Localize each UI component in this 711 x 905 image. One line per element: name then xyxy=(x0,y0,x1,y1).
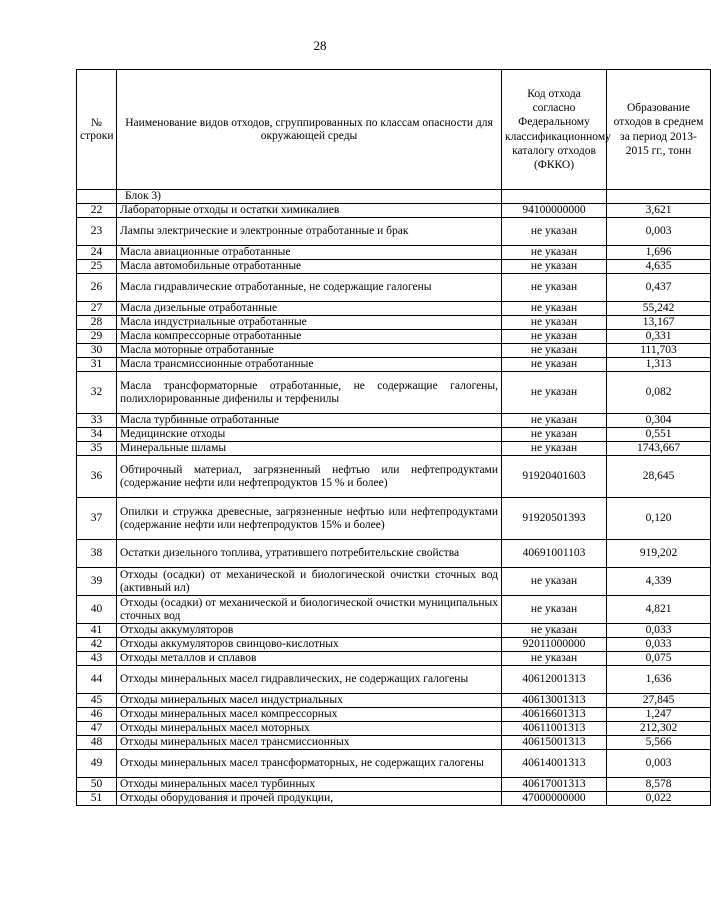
row-number: 28 xyxy=(77,316,117,330)
waste-amount: 1,247 xyxy=(607,708,711,722)
table-row xyxy=(77,750,711,778)
fkko-code: 40617001313 xyxy=(502,778,607,792)
row-number: 35 xyxy=(77,442,117,456)
fkko-code: 40611001313 xyxy=(502,722,607,736)
table-row xyxy=(77,792,711,806)
row-number: 49 xyxy=(77,750,117,778)
waste-name: Отходы минеральных масел индустриальных xyxy=(117,694,502,708)
row-number: 25 xyxy=(77,260,117,274)
row-number: 38 xyxy=(77,540,117,568)
table-row xyxy=(77,596,711,624)
table-row xyxy=(77,722,711,736)
fkko-code: не указан xyxy=(502,568,607,596)
table-row xyxy=(77,624,711,638)
waste-amount: 0,033 xyxy=(607,624,711,638)
fkko-code: не указан xyxy=(502,624,607,638)
waste-name: Масла компрессорные отработанные xyxy=(117,330,502,344)
table-row xyxy=(77,708,711,722)
waste-amount: 0,437 xyxy=(607,274,711,302)
table-row xyxy=(77,414,711,428)
table-row xyxy=(77,428,711,442)
row-number: 39 xyxy=(77,568,117,596)
waste-name: Отходы минеральных масел трансформаторных, не содержащих галогены xyxy=(117,750,502,778)
fkko-code: не указан xyxy=(502,218,607,246)
waste-amount: 28,645 xyxy=(607,456,711,498)
waste-amount: 0,304 xyxy=(607,414,711,428)
fkko-code: 47000000000 xyxy=(502,792,607,806)
table-row xyxy=(77,778,711,792)
waste-name: Масла моторные отработанные xyxy=(117,344,502,358)
row-number: 43 xyxy=(77,652,117,666)
fkko-code: 94100000000 xyxy=(502,204,607,218)
row-number: 37 xyxy=(77,498,117,540)
waste-name: Масла дизельные отработанные xyxy=(117,302,502,316)
row-number: 29 xyxy=(77,330,117,344)
waste-amount: 5,566 xyxy=(607,736,711,750)
waste-name: Отходы оборудования и прочей продукции, xyxy=(117,792,502,806)
fkko-code: 40614001313 xyxy=(502,750,607,778)
row-number: 33 xyxy=(77,414,117,428)
fkko-code: не указан xyxy=(502,330,607,344)
table-row xyxy=(77,330,711,344)
waste-amount: 0,082 xyxy=(607,372,711,414)
waste-name: Отходы (осадки) от механической и биологической очистки сточных вод (активный ил) xyxy=(117,568,502,596)
table-row xyxy=(77,540,711,568)
waste-amount: 0,022 xyxy=(607,792,711,806)
table-row xyxy=(77,498,711,540)
fkko-code: не указан xyxy=(502,596,607,624)
waste-name: Отходы аккумуляторов свинцово-кислотных xyxy=(117,638,502,652)
waste-name: Опилки и стружка древесные, загрязненные нефтью или нефтепродуктами (содержание нефти или нефтепродуктов 15% и более) xyxy=(117,498,502,540)
fkko-code: не указан xyxy=(502,414,607,428)
table-row xyxy=(77,666,711,694)
row-number: 42 xyxy=(77,638,117,652)
fkko-code: не указан xyxy=(502,316,607,330)
fkko-code: 92011000000 xyxy=(502,638,607,652)
fkko-code: 91920501393 xyxy=(502,498,607,540)
waste-name: Отходы минеральных масел компрессорных xyxy=(117,708,502,722)
row-number: 36 xyxy=(77,456,117,498)
block-label: Блок 3) xyxy=(117,190,502,204)
waste-name: Масла гидравлические отработанные, не содержащие галогены xyxy=(117,274,502,302)
fkko-code: не указан xyxy=(502,652,607,666)
block-row xyxy=(77,190,711,204)
fkko-code: 40616601313 xyxy=(502,708,607,722)
waste-amount: 8,578 xyxy=(607,778,711,792)
waste-name: Минеральные шламы xyxy=(117,442,502,456)
waste-name: Отходы минеральных масел трансмиссионных xyxy=(117,736,502,750)
waste-name: Масла автомобильные отработанные xyxy=(117,260,502,274)
waste-name: Отходы минеральных масел гидравлических, не содержащих галогены xyxy=(117,666,502,694)
fkko-code: не указан xyxy=(502,274,607,302)
waste-amount: 0,120 xyxy=(607,498,711,540)
header-fkko-code: Код отхода согласно Федеральному классификационному каталогу отходов (ФККО) xyxy=(502,70,607,190)
waste-amount: 0,003 xyxy=(607,750,711,778)
waste-amount: 0,033 xyxy=(607,638,711,652)
row-number: 45 xyxy=(77,694,117,708)
row-number: 40 xyxy=(77,596,117,624)
waste-name: Масла трансмиссионные отработанные xyxy=(117,358,502,372)
table-row xyxy=(77,694,711,708)
table-body xyxy=(77,190,711,806)
waste-amount: 4,635 xyxy=(607,260,711,274)
waste-amount: 3,621 xyxy=(607,204,711,218)
table-row xyxy=(77,302,711,316)
waste-name: Отходы металлов и сплавов xyxy=(117,652,502,666)
header-row-number: № строки xyxy=(77,70,117,190)
row-number: 24 xyxy=(77,246,117,260)
fkko-code: не указан xyxy=(502,302,607,316)
fkko-code: не указан xyxy=(502,344,607,358)
header-waste-amount: Образование отходов в среднем за период 2013-2015 гг., тонн xyxy=(607,70,711,190)
waste-name: Медицинские отходы xyxy=(117,428,502,442)
waste-name: Масла индустриальные отработанные xyxy=(117,316,502,330)
waste-amount: 0,551 xyxy=(607,428,711,442)
table-row xyxy=(77,344,711,358)
waste-amount: 1,313 xyxy=(607,358,711,372)
header-waste-name: Наименование видов отходов, сгруппированных по классам опасности для окружающей среды xyxy=(117,70,502,190)
fkko-code: не указан xyxy=(502,260,607,274)
table-row xyxy=(77,456,711,498)
row-number: 23 xyxy=(77,218,117,246)
waste-amount: 4,339 xyxy=(607,568,711,596)
row-number: 26 xyxy=(77,274,117,302)
table-row xyxy=(77,638,711,652)
row-number: 27 xyxy=(77,302,117,316)
waste-name: Обтирочный материал, загрязненный нефтью или нефтепродуктами (содержание нефти или нефтепродуктов 15 % и более) xyxy=(117,456,502,498)
waste-name: Масла авиационные отработанные xyxy=(117,246,502,260)
table-row xyxy=(77,274,711,302)
row-number: 44 xyxy=(77,666,117,694)
row-number: 51 xyxy=(77,792,117,806)
waste-name: Отходы минеральных масел моторных xyxy=(117,722,502,736)
table-row xyxy=(77,246,711,260)
table-row xyxy=(77,736,711,750)
waste-name: Отходы (осадки) от механической и биологической очистки муниципальных сточных вод xyxy=(117,596,502,624)
waste-amount: 212,302 xyxy=(607,722,711,736)
waste-name: Отходы минеральных масел турбинных xyxy=(117,778,502,792)
table-row xyxy=(77,652,711,666)
waste-name: Отходы аккумуляторов xyxy=(117,624,502,638)
row-number: 47 xyxy=(77,722,117,736)
row-number: 31 xyxy=(77,358,117,372)
row-number: 46 xyxy=(77,708,117,722)
table-row xyxy=(77,260,711,274)
waste-amount: 27,845 xyxy=(607,694,711,708)
waste-name: Масла трансформаторные отработанные, не содержащие галогены, полихлорированные дифенилы и терфенилы xyxy=(117,372,502,414)
fkko-code: не указан xyxy=(502,372,607,414)
waste-name: Лабораторные отходы и остатки химикалиев xyxy=(117,204,502,218)
waste-amount: 1,696 xyxy=(607,246,711,260)
row-number: 41 xyxy=(77,624,117,638)
row-number: 34 xyxy=(77,428,117,442)
fkko-code: не указан xyxy=(502,358,607,372)
waste-amount: 0,003 xyxy=(607,218,711,246)
row-number: 32 xyxy=(77,372,117,414)
table-row xyxy=(77,372,711,414)
table-row xyxy=(77,568,711,596)
fkko-code: не указан xyxy=(502,246,607,260)
waste-amount: 1743,667 xyxy=(607,442,711,456)
table-row xyxy=(77,316,711,330)
table-row xyxy=(77,442,711,456)
waste-amount: 0,331 xyxy=(607,330,711,344)
fkko-code: 40615001313 xyxy=(502,736,607,750)
table-row xyxy=(77,358,711,372)
table-header-row xyxy=(77,70,711,190)
row-number: 22 xyxy=(77,204,117,218)
waste-amount: 4,821 xyxy=(607,596,711,624)
waste-amount: 111,703 xyxy=(607,344,711,358)
fkko-code: 40612001313 xyxy=(502,666,607,694)
row-number: 48 xyxy=(77,736,117,750)
page-number: 28 xyxy=(313,38,327,53)
waste-amount: 13,167 xyxy=(607,316,711,330)
row-number: 30 xyxy=(77,344,117,358)
waste-name: Масла турбинные отработанные xyxy=(117,414,502,428)
fkko-code: 91920401603 xyxy=(502,456,607,498)
fkko-code: 40691001103 xyxy=(502,540,607,568)
waste-table xyxy=(76,69,711,806)
fkko-code: не указан xyxy=(502,428,607,442)
waste-name: Лампы электрические и электронные отработанные и брак xyxy=(117,218,502,246)
waste-amount: 919,202 xyxy=(607,540,711,568)
waste-amount: 0,075 xyxy=(607,652,711,666)
table-row xyxy=(77,218,711,246)
waste-name: Остатки дизельного топлива, утратившего потребительские свойства xyxy=(117,540,502,568)
table-row xyxy=(77,204,711,218)
waste-amount: 55,242 xyxy=(607,302,711,316)
fkko-code: 40613001313 xyxy=(502,694,607,708)
fkko-code: не указан xyxy=(502,442,607,456)
waste-amount: 1,636 xyxy=(607,666,711,694)
row-number: 50 xyxy=(77,778,117,792)
